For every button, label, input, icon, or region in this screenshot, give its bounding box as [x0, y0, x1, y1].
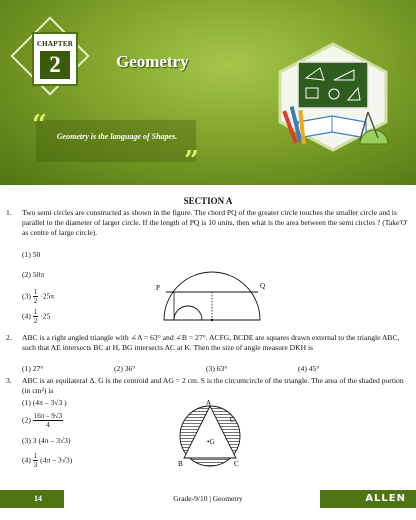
- label-c-top: C: [230, 416, 235, 424]
- label-q: Q: [260, 282, 266, 290]
- fraction: $\frac{1}{2}$: [33, 308, 38, 325]
- chapter-label: CHAPTER: [36, 40, 74, 48]
- q2-option-4: (4) 45°: [298, 364, 320, 373]
- q1-option-4: (4) $\frac{1}{2}$ ·25: [22, 308, 51, 325]
- q2-options: [22, 364, 412, 373]
- chapter-badge: [32, 32, 78, 86]
- fraction: $\frac{1}{3}$: [33, 452, 38, 469]
- geometry-tools-illustration: [268, 40, 398, 170]
- fraction: $\frac{1}{2}$: [33, 288, 38, 305]
- quote-close-icon: ”: [184, 146, 199, 176]
- q1-option-3: (3) $\frac{1}{2}$ ·25π: [22, 288, 55, 305]
- label-c: C: [234, 460, 239, 468]
- page-number: 14: [0, 490, 64, 508]
- q2-option-1: (1) 27°: [22, 364, 44, 373]
- fraction: $\frac{16\pi - 9√3}{4}$: [33, 412, 63, 429]
- q2-option-3: (3) 63°: [206, 364, 228, 373]
- question-text: Two semi circles are constructed as shown in the figure. The chord PQ of the greater circle touches the smaller circle and is parallel to the diameter of larger circle. If the length of PQ is 10 units, then what is the area between the semi circles ? (Take'O' as centre of large circle).: [22, 208, 408, 237]
- brand-logo: ALLEN: [320, 490, 416, 508]
- q3-option-2: (2) $\frac{16\pi - 9√3}{4}$: [22, 412, 63, 429]
- chapter-number: 2: [40, 51, 70, 79]
- q1-option-1: (1) 50: [22, 250, 41, 259]
- chalkboard-icon: [298, 62, 368, 108]
- question-number: 2.: [6, 333, 12, 342]
- question-number: 1.: [6, 208, 12, 217]
- circumcircle-figure: [170, 398, 250, 470]
- q1-option-2: (2) 50π: [22, 270, 45, 279]
- footer-center-text: Grade-9/10 | Geometry: [173, 494, 243, 503]
- question-text: ABC is an equilateral Δ. G is the centroid and AG = 2 cm. S is the circumcircle of the triangle. The area of the shaded portion (in cm²) is: [22, 376, 404, 395]
- question-number: 3.: [6, 376, 12, 385]
- quote-open-icon: “: [32, 110, 47, 140]
- chapter-banner: [0, 0, 416, 185]
- chapter-quote: Geometry is the language of Shapes.: [56, 132, 178, 141]
- q3-option-1: (1) (4π – 3√3 ): [22, 398, 67, 407]
- label-b: B: [178, 460, 183, 468]
- label-p: P: [156, 284, 160, 292]
- q2-option-2: (2) 36°: [114, 364, 136, 373]
- label-g: •G: [207, 438, 215, 446]
- page-footer: [0, 486, 416, 512]
- chapter-title: Geometry: [116, 52, 189, 71]
- small-semicircle: [174, 306, 202, 320]
- q3-option-4: (4) $\frac{1}{3}$ (4π – 3√3): [22, 452, 73, 469]
- label-a: A: [206, 399, 212, 407]
- section-title: SECTION A: [183, 196, 233, 206]
- semicircles-figure: [150, 250, 270, 326]
- q3-option-3: (3) 3 (4π – 3√3): [22, 436, 71, 445]
- question-text: ABC is a right angled triangle with ∠A = 63° and ∠B = 27°. ACFG, BCDE are squares drawn external to the triangle ABC, such that AE intersects BC at H, BG intersects AC at K. Then the size of angle measure DKH is: [22, 333, 400, 352]
